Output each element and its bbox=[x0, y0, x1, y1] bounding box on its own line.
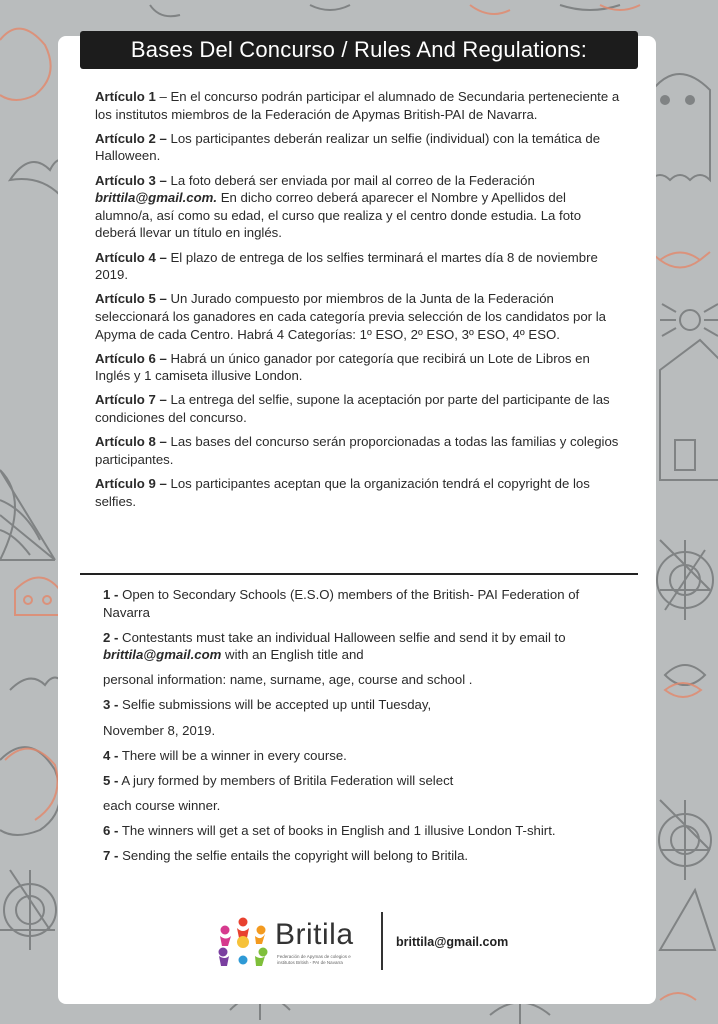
rule-3 bbox=[103, 696, 623, 714]
article-label: Artículo 6 – bbox=[95, 350, 167, 366]
pumpkin-icon bbox=[5, 749, 58, 820]
rule-text: with an English title and bbox=[221, 647, 364, 663]
rule-text: Open to Secondary Schools (E.S.O) members of the British- PAI Federation of Navarra bbox=[103, 587, 580, 620]
article-label: Artículo 5 – bbox=[95, 291, 167, 307]
article-text: Habrá un único ganador por categoría que recibirá un Lote de Libros en Inglés y 1 camiseta illusive London. bbox=[95, 350, 590, 384]
spider-web-icon bbox=[0, 470, 55, 560]
rule-5 bbox=[103, 772, 623, 790]
rule-text: Selfie submissions will be accepted up until Tuesday, bbox=[118, 697, 432, 713]
skull-icon bbox=[15, 578, 60, 616]
rule-5-continued: each course winner. bbox=[103, 797, 221, 813]
article-9 bbox=[95, 475, 625, 510]
article-label: Artículo 2 – bbox=[95, 130, 167, 146]
candy-icon bbox=[650, 252, 710, 268]
article-5 bbox=[95, 290, 625, 343]
rule-number: 6 - bbox=[103, 822, 119, 838]
article-label: Artículo 3 – bbox=[95, 172, 167, 188]
spider-web-icon bbox=[0, 870, 56, 950]
rule-2 bbox=[103, 629, 623, 664]
logo-divider bbox=[381, 912, 383, 970]
article-3 bbox=[95, 172, 625, 242]
logo-wordmark: Britila bbox=[275, 918, 354, 951]
spider-web-icon bbox=[657, 540, 713, 620]
rule-text: There will be a winner in every course. bbox=[118, 747, 347, 763]
rule-7 bbox=[103, 847, 623, 865]
article-1 bbox=[95, 88, 625, 123]
article-label: Artículo 1 bbox=[95, 89, 156, 104]
britila-logo-icon bbox=[215, 914, 271, 970]
email-link[interactable]: brittila@gmail.com. bbox=[95, 190, 218, 206]
rule-text: Sending the selfie entails the copyright will belong to Britila. bbox=[122, 848, 469, 864]
article-label: Artículo 7 – bbox=[95, 392, 167, 408]
spider-web-icon bbox=[659, 800, 711, 880]
pumpkin-icon bbox=[0, 29, 51, 100]
moon-icon bbox=[310, 5, 350, 10]
rule-text: A jury formed by members of Britila Federation will select bbox=[118, 772, 454, 788]
rule-text: The winners will get a set of books in English and 1 illusive London T-shirt. bbox=[118, 822, 556, 838]
britila-logo bbox=[215, 912, 515, 976]
article-4 bbox=[95, 249, 625, 284]
page-title: Bases Del Concurso / Rules And Regulations: bbox=[80, 31, 638, 69]
rule-number: 2 - bbox=[103, 629, 119, 645]
rule-number: 3 - bbox=[103, 697, 119, 713]
candy-icon bbox=[660, 993, 696, 1000]
section-divider bbox=[80, 573, 638, 575]
article-2 bbox=[95, 130, 625, 165]
article-text: Las bases del concurso serán proporcionadas a todas las familias y colegios participantes. bbox=[95, 434, 619, 467]
rule-2-continued: personal information: name, surname, age, course and school . bbox=[103, 672, 473, 688]
rule-text: Contestants must take an individual Halloween selfie and send it by email to bbox=[118, 629, 566, 645]
rule-number: 4 - bbox=[103, 747, 119, 763]
article-text: Los participantes aceptan que la organización tendrá el copyright de los selfies. bbox=[95, 476, 590, 509]
article-7 bbox=[95, 391, 625, 426]
article-label: Artículo 8 – bbox=[95, 434, 167, 450]
email-link[interactable]: brittila@gmail.com bbox=[103, 647, 222, 663]
rule-number: 1 - bbox=[103, 587, 123, 602]
article-8 bbox=[95, 433, 625, 468]
article-label: Artículo 9 – bbox=[95, 476, 167, 492]
article-text: La foto deberá ser enviada por mail al correo de la Federación bbox=[166, 172, 535, 188]
footer-email-link[interactable]: brittila@gmail.com bbox=[396, 935, 509, 949]
haunted-house-icon bbox=[660, 340, 718, 480]
spider-icon bbox=[680, 310, 700, 330]
article-text: El plazo de entrega de los selfies terminará el martes día 8 de noviembre 2019. bbox=[95, 249, 598, 283]
rule-number: 7 - bbox=[103, 848, 123, 864]
spanish-rules-section bbox=[95, 88, 625, 517]
bat-icon bbox=[10, 678, 65, 691]
logo-subtitle: Federación de Apymas de colegios e institutos British - PAI de Navarra bbox=[277, 954, 351, 965]
article-6 bbox=[95, 350, 625, 385]
rule-6 bbox=[103, 822, 623, 840]
candy-icon bbox=[665, 665, 705, 685]
article-text: – En el concurso podrán participar el alumnado de Secundaria perteneciente a los institutos miembros de la Federación de Apymas British-PAI de Navarra. bbox=[95, 89, 620, 122]
article-text: Un Jurado compuesto por miembros de la Junta de la Federación seleccionará los ganadores en cada categoría previa selección de los candidatos por la Apyma de cada Centro. Habrá 4 Categorías: 1º ESO, 2º ESO, 3º ESO, 4º ESO. bbox=[95, 291, 606, 342]
article-label: Artículo 4 – bbox=[95, 249, 167, 265]
article-text: La entrega del selfie, supone la aceptación por parte del participante de las condiciones del concurso. bbox=[95, 392, 610, 426]
article-text: Los participantes deberán realizar un selfie (individual) con la temática de Halloween. bbox=[95, 130, 601, 164]
english-rules-section bbox=[103, 586, 623, 872]
rule-4 bbox=[103, 747, 623, 765]
witch-hat-icon bbox=[660, 890, 715, 950]
rule-1 bbox=[103, 586, 623, 621]
article-text: En dicho correo deberá aparecer el Nombre y Apellidos del alumno/a, así como su edad, el curso que realiza y el centro donde estudia. La foto deberá llevar un título en inglés. bbox=[95, 190, 582, 241]
rule-3-continued: November 8, 2019. bbox=[103, 722, 216, 738]
rule-number: 5 - bbox=[103, 772, 119, 788]
